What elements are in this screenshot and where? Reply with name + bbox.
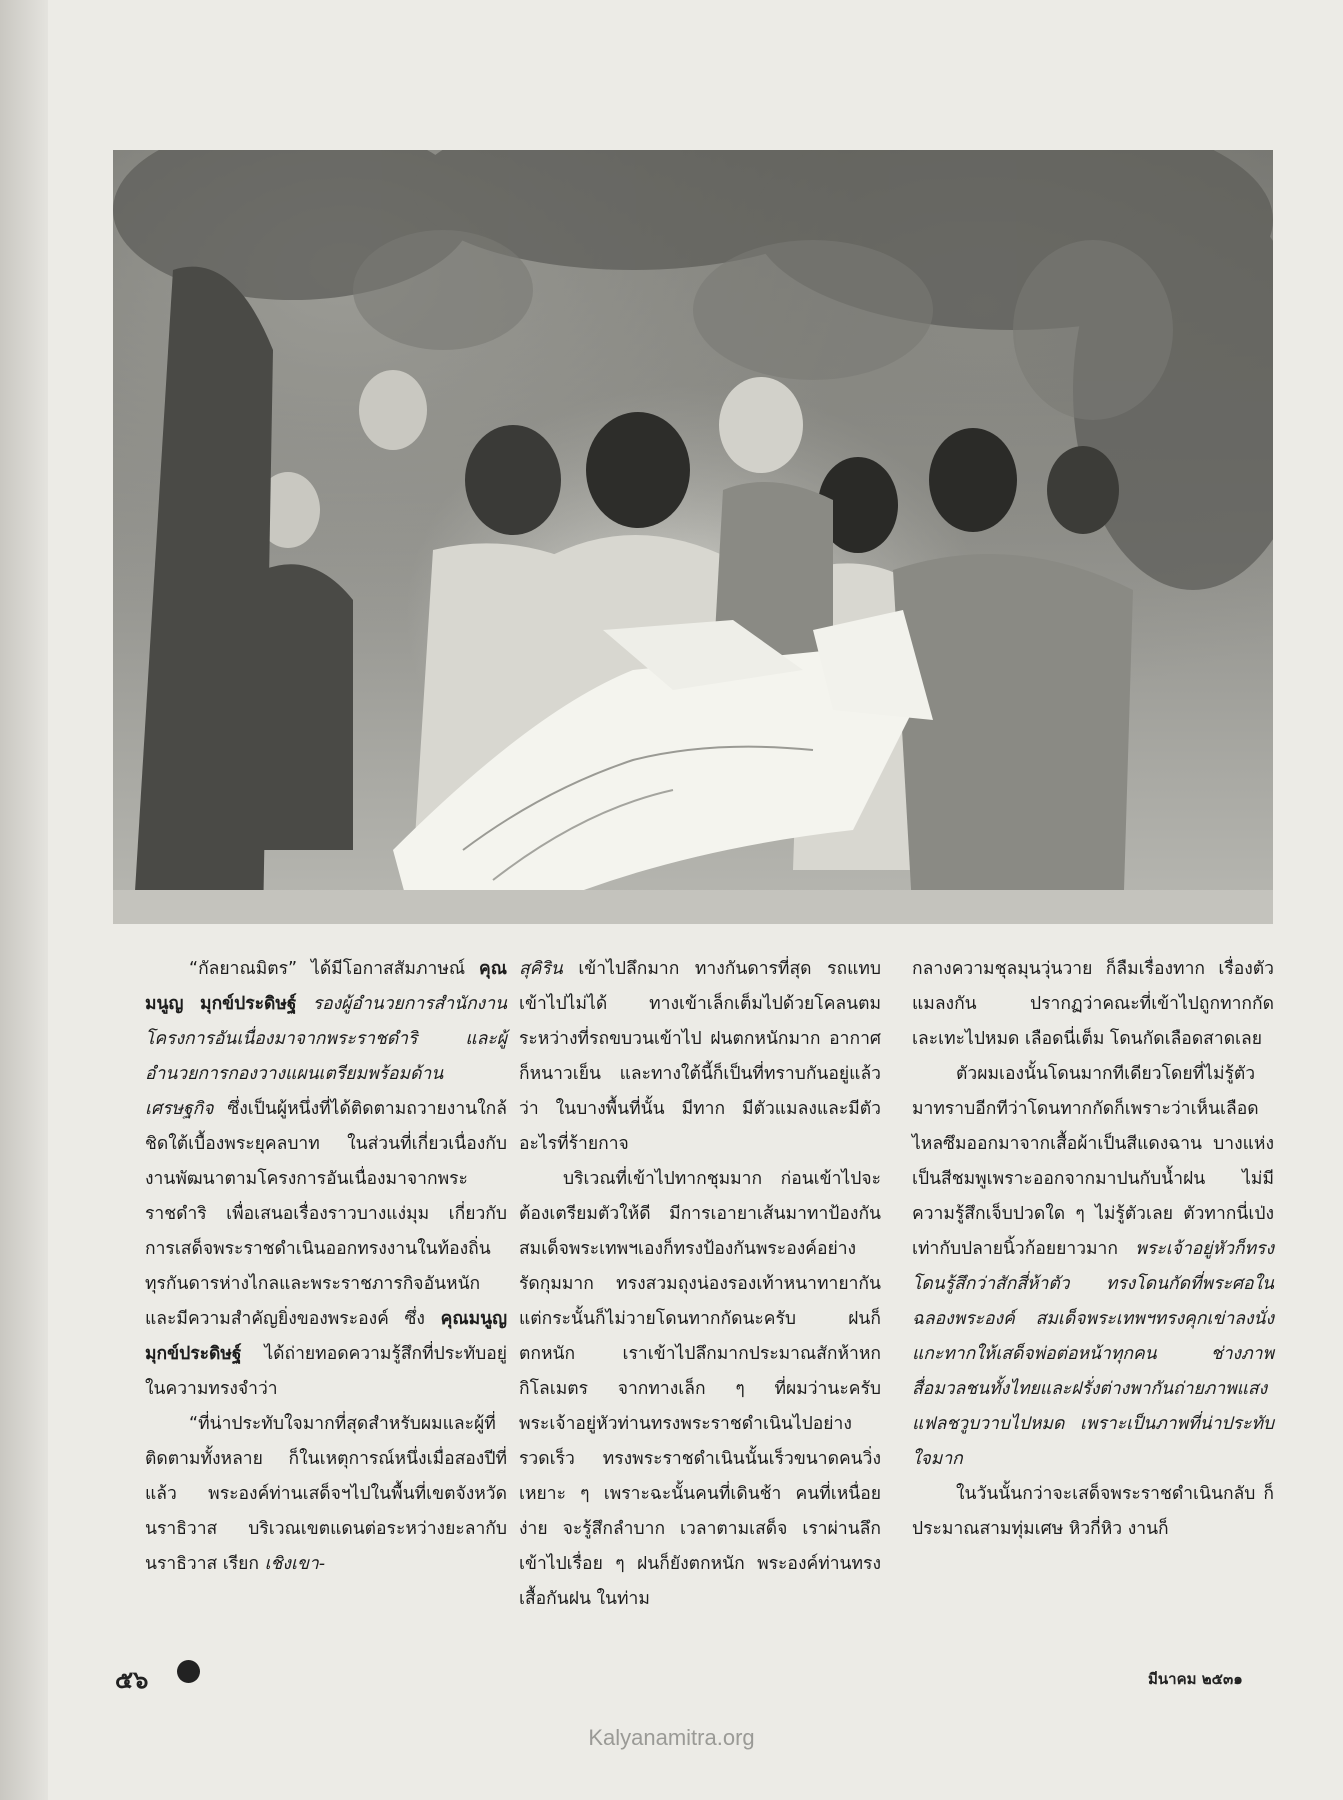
place-name: เชิงเขา- — [264, 1554, 326, 1574]
article-column-3 — [912, 952, 1274, 1547]
paragraph-journey — [519, 952, 881, 1162]
chaos-text: กลางความชุลมุนวุ่นวาย ก็ลืมเรื่องทาก เรื่องตัวแมลงกัน ปรากฏว่าคณะที่เข้าไปถูกทากกัดเละเทะไปหมด เลือดนี่เต็ม โดนกัดเลือดสาดเลย — [912, 959, 1274, 1049]
interviewee-role: รองผู้อำนวยการสำนักงานโครงการอันเนื่องมาจากพระราชดำริ และผู้อำนวยการกองวางแผนเตรียมพร้อมด้านเศรษฐกิจ — [145, 994, 507, 1119]
page-marker-icon — [177, 1660, 200, 1683]
interviewee-name: คุณมนูญ มุกข์ประดิษฐ์ — [145, 959, 507, 1014]
place-name-cont: สุคิริน — [519, 959, 563, 979]
interviewee-name-repeat: คุณมนูญ มุกข์ประดิษฐ์ — [145, 1309, 507, 1364]
page-edge-shadow — [0, 0, 48, 1800]
intro-text-end: ได้ถ่ายทอดความรู้สึกที่ประทับอยู่ในความทรงจำว่า — [145, 1344, 507, 1399]
article-column-2 — [519, 952, 881, 1617]
paragraph-return — [912, 1477, 1274, 1547]
page-number: ๕๖ — [115, 1666, 149, 1694]
intro-text: “กัลยาณมิตร” ได้มีโอกาสสัมภาษณ์ — [189, 959, 480, 979]
paragraph-chaos — [912, 952, 1274, 1057]
intro-text-cont: ซึ่งเป็นผู้หนึ่งที่ได้ติดตามถวายงานใกล้ชิดใต้เบื้องพระยุคลบาท ในส่วนที่เกี่ยวเนื่องกับงานพัฒนาตามโครงการอันเนื่องมาจากพระราชดำริ เพื่อเสนอเรื่องราวบางแง่มุม เกี่ยวกับการเสด็จพระราชดำเนินออกทรงงานในท้องถิ่นทุรกันดารห่างไกลและพระราชภารกิจอันหนักและมีความสำคัญยิ่งของพระองค์ ซึ่ง — [145, 1099, 507, 1329]
quote-text: “ที่น่าประทับใจมากที่สุดสำหรับผมและผู้ที่ติดตามทั้งหลาย ก็ในเหตุการณ์หนึ่งเมื่อสองปีที่แล้ว พระองค์ท่านเสด็จฯไปในพื้นที่เขตจังหวัดนราธิวาส บริเวณเขตแดนต่อระหว่างยะลากับนราธิวาส เรียก — [145, 1414, 507, 1574]
paragraph-leeches — [519, 1162, 881, 1617]
paragraph-quote-start — [145, 1407, 507, 1582]
leeches-text: บริเวณที่เข้าไปทากชุมมาก ก่อนเข้าไปจะต้องเตรียมตัวให้ดี มีการเอายาเส้นมาทาป้องกัน สมเด็จพระเทพฯเองก็ทรงป้องกันพระองค์อย่างรัดกุมมาก ทรงสวมถุงน่องรองเท้าหนาทายากัน แต่กระนั้นก็ไม่วายโดนทากกัดนะครับ ฝนก็ตกหนัก เราเข้าไปลึกมากประมาณสักห้าหกกิโลเมตร จากทางเล็ก ๆ ที่ผมว่านะครับ พระเจ้าอยู่หัวท่านทรงพระราชดำเนินไปอย่างรวดเร็ว ทรงพระราชดำเนินนั้นเร็วขนาดคนวิ่งเหยาะ ๆ เพราะฉะนั้นคนที่เดินช้า คนที่เหนื่อยง่าย จะรู้สึกลำบาก เวลาตามเสด็จ เราผ่านลึกเข้าไปเรื่อย ๆ ฝนก็ยังตกหนัก พระองค์ท่านทรงเสื้อกันฝน ในท่าม — [519, 1169, 881, 1609]
photo-king-examining-map — [113, 150, 1273, 924]
article-column-1 — [145, 952, 507, 1582]
paragraph-bitten — [912, 1057, 1274, 1477]
bitten-text: ตัวผมเองนั้นโดนมากทีเดียวโดยที่ไม่รู้ตัว มาทราบอีกทีว่าโดนทากกัดก็เพราะว่าเห็นเลือดไหลซึมออกมาจากเสื้อผ้าเป็นสีแดงฉาน บางแห่งเป็นสีชมพูเพราะออกจากมาปนกับน้ำฝน ไม่มีความรู้สึกเจ็บปวดใด ๆ ไม่รู้ตัวเลย ตัวทากนี่เป่งเท่ากับปลายนิ้วก้อยยาวมาก — [912, 1064, 1274, 1259]
return-text: ในวันนั้นกว่าจะเสด็จพระราชดำเนินกลับ ก็ประมาณสามทุ่มเศษ หิวกี่หิว งานก็ — [912, 1484, 1274, 1539]
paragraph-intro — [145, 952, 507, 1407]
journey-text: เข้าไปลึกมาก ทางกันดารที่สุด รถแทบเข้าไปไม่ได้ ทางเข้าเล็กเต็มไปด้วยโคลนตมระหว่างที่รถขบวนเข้าไป ฝนตกหนักมาก อากาศก็หนาวเย็น และทางใต้นี้ก็เป็นที่ทราบกันอยู่แล้วว่า ในบางพื้นที่นั้น มีทาก มีตัวแมลงและมีตัวอะไรที่ร้ายกาจ — [519, 959, 881, 1154]
royal-moment-text: พระเจ้าอยู่หัวก็ทรงโดนรู้สึกว่าสักสี่ห้าตัว ทรงโดนกัดที่พระศอในฉลองพระองค์ สมเด็จพระเทพฯทรงคุกเข่าลงนั่งแกะทากให้เสด็จพ่อต่อหน้าทุกคน ช่างภาพสื่อมวลชนทั้งไทยและฝรั่งต่างพากันถ่ายภาพแสงแฟลชวูบวาบไปหมด เพราะเป็นภาพที่น่าประทับใจมาก — [912, 1239, 1274, 1469]
photo-illustration — [113, 150, 1273, 924]
watermark: Kalyanamitra.org — [588, 1725, 755, 1750]
issue-date: มีนาคม ๒๕๓๑ — [1148, 1670, 1243, 1688]
